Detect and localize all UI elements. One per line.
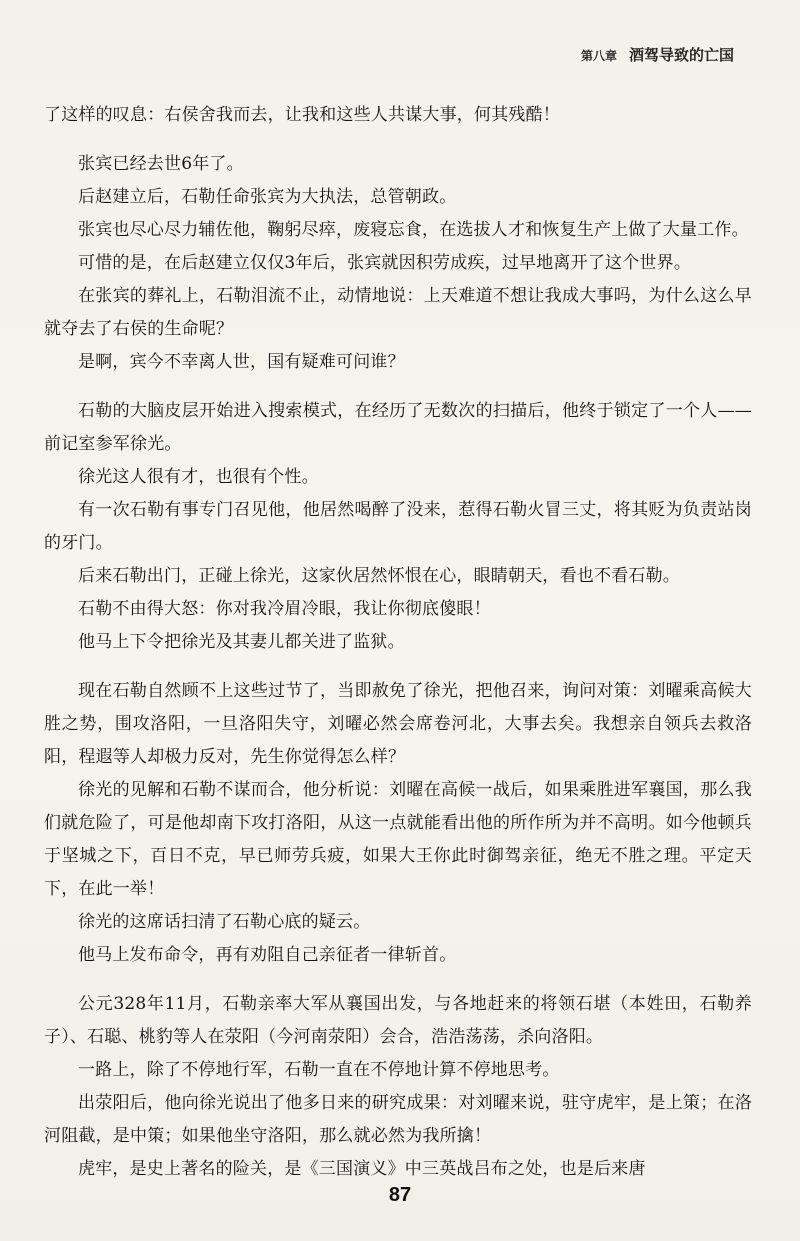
paragraph: 他马上下令把徐光及其妻儿都关进了监狱。 — [78, 632, 405, 652]
paragraph: 石勒不由得大怒：你对我冷眉冷眼，我让你彻底傻眼！ — [78, 599, 491, 619]
paragraph: 是啊，宾今不幸离人世，国有疑难可问谁？ — [78, 352, 405, 372]
paragraph: 后来石勒出门，正碰上徐光，这家伙居然怀恨在心，眼睛朝天，看也不看石勒。 — [78, 566, 680, 586]
paragraph: 张宾已经去世6年了。 — [78, 154, 244, 174]
paragraph: 公元328年11月，石勒亲率大军从襄国出发，与各地赶来的将领石堪（本姓田，石勒养子）、石聪、桃豹等人在荥阳（今河南荥阳）会合，浩浩荡荡，杀向洛阳。 — [44, 994, 752, 1047]
paragraph: 有一次石勒有事专门召见他，他居然喝醉了没来，惹得石勒火冒三丈，将其贬为负责站岗的牙门。 — [44, 500, 752, 553]
paragraph: 在张宾的葬礼上，石勒泪流不止，动情地说：上天难道不想让我成大事吗，为什么这么早就夺去了右侯的生命呢？ — [44, 286, 752, 339]
paragraph: 徐光的见解和石勒不谋而合，他分析说：刘曜在高候一战后，如果乘胜进军襄国，那么我们就危险了，可是他却南下攻打洛阳，从这一点就能看出他的所作所为并不高明。如今他顿兵于坚城之下，百日不克，早已师劳兵疲，如果大王你此时御驾亲征，绝无不胜之理。平定天下，在此一举！ — [44, 780, 752, 899]
page-number: 87 — [388, 1184, 412, 1206]
paragraph: 后赵建立后，石勒任命张宾为大执法，总管朝政。 — [78, 187, 457, 207]
paragraph-continued: 了这样的叹息：右侯舍我而去，让我和这些人共谋大事，何其残酷！ — [44, 105, 560, 125]
paragraph: 出荥阳后，他向徐光说出了他多日来的研究成果：对刘曜来说，驻守虎牢，是上策；在洛河阻截，是中策；如果他坐守洛阳，那么就必然为我所擒！ — [44, 1093, 752, 1146]
paragraph: 张宾也尽心尽力辅佐他，鞠躬尽瘁，废寝忘食，在选拔人才和恢复生产上做了大量工作。 — [78, 220, 749, 240]
paragraph: 一路上，除了不停地行军，石勒一直在不停地计算不停地思考。 — [78, 1060, 560, 1080]
paragraph: 徐光这人很有才，也很有个性。 — [78, 467, 319, 487]
paragraph: 现在石勒自然顾不上这些过节了，当即赦免了徐光，把他召来，询问对策：刘曜乘高候大胜之势，围攻洛阳，一旦洛阳失守，刘曜必然会席卷河北，大事去矣。我想亲自领兵去救洛阳，程遐等人却极力反对，先生你觉得怎么样？ — [44, 681, 752, 767]
paragraph: 他马上发布命令，再有劝阻自己亲征者一律斩首。 — [78, 945, 457, 965]
paragraph: 石勒的大脑皮层开始进入搜索模式，在经历了无数次的扫描后，他终于锁定了一个人——前记室参军徐光。 — [44, 401, 752, 454]
paragraph: 可惜的是，在后赵建立仅仅3年后，张宾就因积劳成疾，过早地离开了这个世界。 — [78, 253, 692, 273]
running-header — [581, 44, 734, 65]
paragraph: 虎牢，是史上著名的险关，是《三国演义》中三英战吕布之处，也是后来唐 — [78, 1159, 646, 1179]
paragraph: 徐光的这席话扫清了石勒心底的疑云。 — [78, 912, 371, 932]
body-text — [44, 99, 752, 1186]
chapter-title: 酒驾导致的亡国 — [628, 46, 734, 64]
chapter-label: 第八章 — [580, 49, 617, 63]
